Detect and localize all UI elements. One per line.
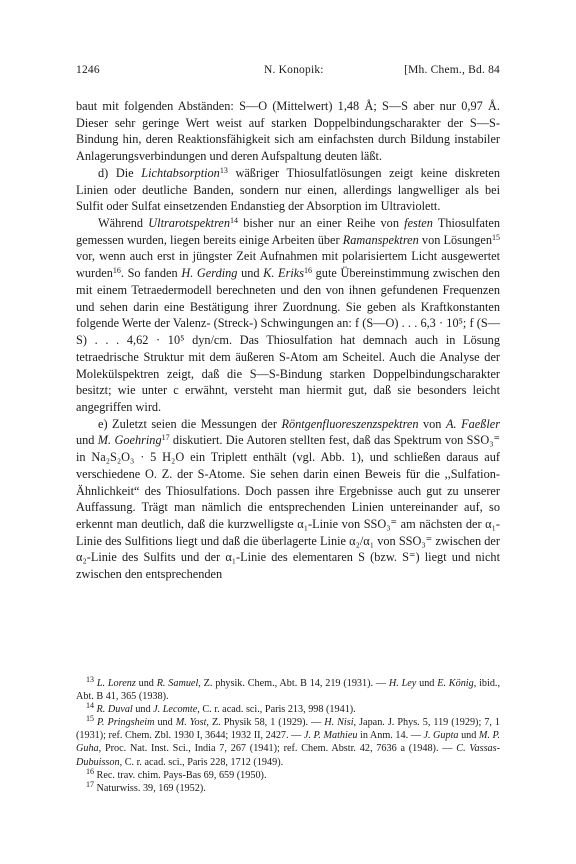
footnote-ref: 15 xyxy=(492,232,501,242)
author-name: A. Faeßler xyxy=(445,416,500,431)
term-infrared: Ultrarotspektren xyxy=(148,216,231,231)
term-solid: festen xyxy=(404,216,433,231)
paragraph-infrared-raman: Während Ultrarotspektren$^{14}$ bisher nur an einer Reihe von festen Thiosulfaten gemessen wurden, liegen bereits einige Arbeiten über Ramanspektren von Lösungen$^{15}$ vor, wenn auch erst in jüngster Zeit Aufnahmen mit polarisiertem Licht ausgewertet wurden$^{16}$. So fanden H. Gerding und K. Eriks$^{16}$ gute Übereinstimmung zwischen den mit einem Tetraedermodell berechneten und den von ihnen gefundenen Frequenzen und sehen darin eine Bestätigung ihrer Zuordnung. Sie geben als Kraftkonstanten folgende Werte der Valenz- (Streck-) Schwingungen an: f (S—O) . . . 6,3 · 10⁵; f (S—S) . . . 4,62 · 10⁵ dyn/cm. Das Thiosulfation hat demnach auch in Lösung tetraedrische Struktur mit dem äußeren S-Atom am Scheitel. Auch die Analyse der Molekülspektren zeigt, daß die S—S-Bindung starken Doppelbindungscharakter besitzt; wie unter c erwähnt, versteht man hiermit gut, daß sie besonders leicht angegriffen wird. xyxy=(76,216,501,414)
body-text xyxy=(76,98,500,583)
footnote-ref: 14 xyxy=(230,216,239,226)
term-xray-fluorescence: Röntgenfluoreszenzspektren xyxy=(281,416,419,431)
paragraph-continued: baut mit folgenden Abständen: S—O (Mittelwert) 1,48 Å; S—S aber nur 0,97 Å. Dieser sehr geringe Wert weist auf starken Doppelbindungscharakter der S—S-Bindung hin, deren Reaktionsfähigkeit sich am einfachsten durch Bildung instabiler Anlagerungsverbindungen und deren Aufspaltung deuten läßt. xyxy=(76,99,500,164)
footnote-17: $^{17}$ Naturwiss. 39, 169 (1952). xyxy=(86,779,206,794)
author-name: K. Eriks xyxy=(263,266,305,281)
term-raman: Ramanspektren xyxy=(342,232,419,247)
paragraph-light-absorption: d) Die Lichtabsorption$^{13}$ wäßriger Thiosulfatlösungen zeigt keine diskreten Linien oder deutliche Banden, sondern nur einen, allerdings langwelliger als bei Sulfit oder Sulfat einsetzenden Endanstieg der Absorption im Ultraviolett. xyxy=(76,165,500,214)
footnote-ref: 13 xyxy=(219,165,228,175)
footnote-15: $^{15}$ P. Pringsheim und M. Yost, Z. Physik 58, 1 (1929). — H. Nisi, Japan. J. Phys. 5, 119 (1929); 7, 1 (1931); ref. Chem. Zbl. 1930 I, 3644; 1932 II, 2427. — J. P. Mathieu in Anm. 14. — J. Gupta und M. P. Guha, Proc. Nat. Inst. Sci., India 7, 267 (1941); ref. Chem. Abstr. 42, 7636 a (1948). — C. Vassas-Dubuisson, C. r. acad. sci., Paris 228, 1712 (1949). xyxy=(76,714,501,768)
footnote-ref: 17 xyxy=(161,433,170,443)
author-name: H. Gerding xyxy=(181,266,238,281)
running-author: N. Konopik: xyxy=(264,64,324,76)
footnote-14: $^{14}$ R. Duval und J. Lecomte, C. r. acad. sci., Paris 213, 998 (1941). xyxy=(86,701,356,716)
page-number: 1246 xyxy=(76,64,100,76)
force-constants: f (S—O) . . . 6,3 · 10⁵; f (S—S) . . . 4,62 · 10⁵ dyn/cm. xyxy=(76,316,500,348)
footnotes xyxy=(76,677,500,795)
paragraph-xray-fluorescence: e) Zuletzt seien die Messungen der Röntgenfluoreszenzspektren von A. Faeßler und M. Goehring$^{17}$ diskutiert. Die Autoren stellten fest, daß das Spektrum von SSO₃⁼ in Na₂S₂O₃ · 5 H₂O ein Triplett enthält (vgl. Abb. 1), und schließen daraus auf verschiedene O. Z. der S-Atome. Sie sehen darin einen Beweis für die ,,Sulfation-Ähnlichkeit“ des Thiosulfations. Doch passen ihre Ergebnisse auch gut zu unserer Auffassung. Trägt man nämlich die entsprechenden Linien untereinander auf, so erkennt man deutlich, daß die kurzwelligste α₁-Linie von SSO₃⁼ am nächsten der α₁-Linie des Sulfitions liegt und daß die überlagerte Linie α₂/α₁ von SSO₃⁼ zwischen der α₂-Linie des Sulfits und der α₁-Linie des elementaren S (bzw. S⁼) liegt und nicht zwischen den entsprechenden xyxy=(76,416,500,582)
term-light-absorption: Lichtabsorption xyxy=(141,165,220,180)
footnote-16: $^{16}$ Rec. trav. chim. Pays-Bas 69, 659 (1950). xyxy=(86,766,267,781)
running-header xyxy=(76,64,500,80)
author-name: M. Goehring xyxy=(97,433,162,448)
running-journal: [Mh. Chem., Bd. 84 xyxy=(404,64,500,76)
footnote-ref: 16 xyxy=(112,266,121,276)
footnote-13: $^{13}$ L. Lorenz und R. Samuel, Z. physik. Chem., Abt. B 14, 219 (1931). — H. Ley und E. König, ibid., Abt. B 41, 365 (1938). xyxy=(76,675,501,703)
footnote-ref: 16 xyxy=(304,266,313,276)
